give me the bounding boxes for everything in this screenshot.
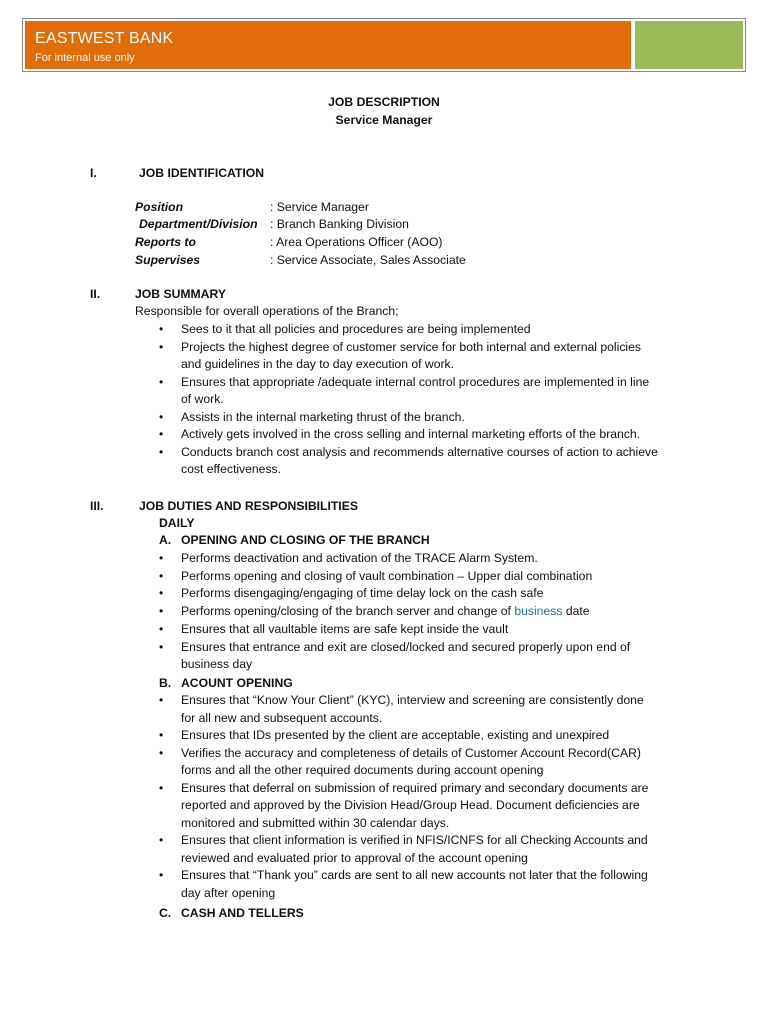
field-label: Reports to (135, 235, 196, 249)
list-item-text: Projects the highest degree of customer service for both internal and external policies (181, 339, 641, 354)
field-label: Supervises (135, 253, 201, 267)
list-item-text: Assists in the internal marketing thrust of the branch. (181, 409, 465, 424)
bullet-dot: • (159, 339, 164, 354)
field-value: : Service Manager (270, 200, 369, 214)
bullet-dot: • (159, 551, 164, 565)
internal-use-label: For internal use only (35, 52, 135, 64)
subsection-title: OPENING AND CLOSING OF THE BRANCH (181, 533, 430, 547)
banner-orange-block (25, 21, 631, 69)
daily-label: DAILY (159, 516, 195, 530)
bullet-dot: • (159, 780, 164, 795)
list-item-text: Sees to it that all policies and procedures are being implemented (181, 322, 531, 336)
list-item-text: Conducts branch cost analysis and recommends alternative courses of action to achieve (181, 444, 658, 459)
bullet-dot: • (159, 728, 164, 742)
list-item-text: business day (181, 657, 253, 671)
doc-title: JOB DESCRIPTION (328, 95, 440, 109)
list-item-text: Performs disengaging/engaging of time delay lock on the cash safe (181, 586, 544, 600)
field-label: Department/Division (139, 217, 258, 231)
business-link[interactable]: business (514, 604, 563, 618)
list-item-text: Ensures that “Know Your Client” (KYC), interview and screening are consistently done (181, 693, 644, 707)
list-item-text: cost effectiveness. (181, 462, 282, 476)
bullet-dot: • (159, 868, 164, 882)
list-item-text: Ensures that appropriate /adequate internal control procedures are implemented in line (181, 374, 650, 389)
field-value: : Area Operations Officer (AOO) (270, 235, 443, 249)
section-number: II. (90, 287, 101, 301)
list-item-text: Verifies the accuracy and completeness of details of Customer Account Record(CAR) (181, 745, 641, 760)
list-item-text: monitored and submitted within 30 calendar days. (181, 815, 450, 830)
list-item-text: reported and approved by the Division Head/Group Head. Document deficiencies are (181, 798, 640, 812)
subsection-title: CASH AND TELLERS (181, 906, 304, 920)
subsection-letter: C. (159, 906, 172, 920)
list-item-text: and guidelines in the day to day execution of work. (181, 357, 455, 371)
field-label: Position (135, 200, 184, 214)
list-item-text: reviewed and evaluated prior to approval of the account opening (181, 850, 528, 865)
list-item (181, 603, 590, 621)
bullet-dot: • (159, 427, 164, 441)
list-item-text: Ensures that “Thank you” cards are sent to all new accounts not later that the following (181, 868, 648, 882)
list-item-text: Performs opening and closing of vault combination – Upper dial combination (181, 568, 593, 583)
list-item-text: Actively gets involved in the cross selling and internal marketing efforts of the branch. (181, 427, 641, 441)
bullet-dot: • (159, 444, 164, 459)
subsection-letter: A. (159, 533, 172, 547)
field-value: : Branch Banking Division (270, 217, 409, 231)
list-item-text: Ensures that entrance and exit are closed/locked and secured properly upon end of (181, 639, 631, 654)
bullet-dot: • (159, 745, 164, 760)
bullet-dot: • (159, 568, 164, 583)
bullet-dot: • (159, 639, 164, 654)
bullet-dot: • (159, 586, 164, 600)
list-item-text: forms and all the other required documents during account opening (181, 763, 544, 777)
list-item-text: Ensures that IDs presented by the client are acceptable, existing and unexpired (181, 728, 610, 742)
bullet-dot: • (159, 374, 164, 389)
list-item-text: Performs opening/closing of the branch server and change of (181, 604, 515, 618)
list-item-text: day after opening (181, 885, 276, 900)
section-heading: JOB IDENTIFICATION (139, 166, 265, 180)
list-item-text: for all new and subsequent accounts. (181, 710, 383, 725)
section-number: I. (90, 166, 97, 180)
list-item-text: Ensures that all vaultable items are safe kept inside the vault (181, 622, 509, 636)
bullet-dot: • (159, 833, 164, 847)
bullet-dot: • (159, 622, 164, 636)
doc-subtitle: Service Manager (335, 113, 433, 127)
list-item-text: Ensures that client information is verified in NFIS/ICNFS for all Checking Accounts and (181, 833, 648, 847)
banner-green-block (635, 21, 743, 69)
bullet-dot: • (159, 693, 164, 707)
summary-intro: Responsible for overall operations of the Branch; (135, 304, 399, 318)
field-value: : Service Associate, Sales Associate (270, 253, 466, 267)
section-number: III. (90, 499, 104, 513)
list-item-text: Ensures that deferral on submission of required primary and secondary documents are (181, 780, 649, 795)
list-item-text: date (562, 604, 590, 618)
list-item-text: of work. (181, 392, 224, 406)
bullet-dot: • (159, 409, 164, 424)
list-item-text: Performs deactivation and activation of the TRACE Alarm System. (181, 551, 538, 565)
bullet-dot: • (159, 604, 164, 618)
subsection-title: ACOUNT OPENING (181, 676, 293, 690)
bullet-dot: • (159, 322, 164, 336)
subsection-letter: B. (159, 676, 172, 690)
section-heading: JOB DUTIES AND RESPONSIBILITIES (139, 499, 358, 513)
bank-name: EASTWEST BANK (35, 30, 174, 47)
section-heading: JOB SUMMARY (135, 287, 226, 301)
header-banner (22, 18, 746, 72)
